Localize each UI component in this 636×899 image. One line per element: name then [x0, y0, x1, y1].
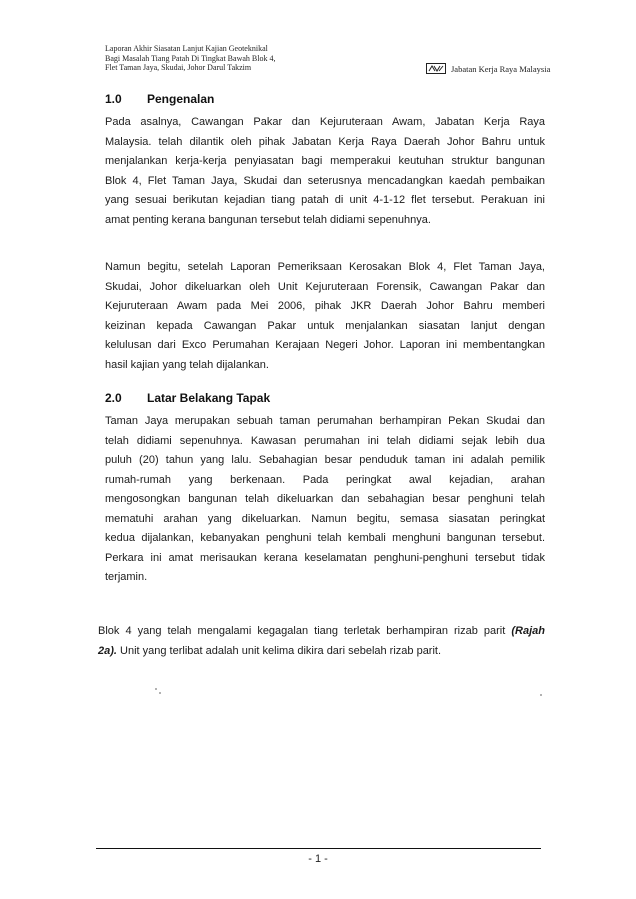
header-line: Laporan Akhir Siasatan Lanjut Kajian Geoteknikal [105, 44, 268, 53]
text-line: puluh (20) tahun yang lalu. Sebahagian besar penduduk taman ini adalah pemilik [105, 454, 545, 466]
section-heading [105, 391, 270, 405]
text-line: kedua dijalankan, kebanyakan penghuni telah kembali menghuni bangunan tersebut. [105, 532, 545, 544]
section-title: Latar Belakang Tapak [147, 391, 271, 405]
text-line: Kejuruteraan Awam pada Mei 2006, pihak JKR Daerah Johor Bahru memberi [105, 300, 545, 312]
organization-name: Jabatan Kerja Raya Malaysia [451, 63, 551, 74]
text-line: hasil kajian yang telah dijalankan. [105, 358, 269, 371]
text-line: Pada asalnya, Cawangan Pakar dan Kejuruteraan Awam, Jabatan Kerja Raya [105, 116, 545, 128]
text-line: kelulusan dari Exco Perumahan Kerajaan Negeri Johor. Laporan ini membentangkan [105, 339, 545, 351]
paragraph [98, 622, 545, 661]
figure-reference: 2a). [98, 644, 117, 657]
header-line: Flet Taman Jaya, Skudai, Johor Darul Takzim [105, 63, 252, 72]
text-line: mengosongkan bangunan telah dikeluarkan dan sebahagian besar penghuni telah [105, 493, 545, 505]
scan-speck [155, 688, 157, 690]
text-line [98, 622, 545, 642]
text-line: rumah-rumah yang berkenaan. Pada peringkat awal kejadian, arahan [105, 473, 545, 486]
text-line: Namun begitu, setelah Laporan Pemeriksaan Kerosakan Blok 4, Flet Taman Jaya, [105, 261, 545, 273]
section-heading [105, 92, 214, 106]
text-line: amat penting kerana bangunan tersebut telah didiami sepenuhnya. [105, 213, 431, 226]
text-line: Skudai, Johor dikeluarkan oleh Unit Kejuruteraan Forensik, Cawangan Pakar dan [105, 280, 545, 293]
section-number: 2.0 [105, 391, 122, 405]
report-header [105, 44, 275, 73]
paragraph [105, 412, 545, 588]
footer-rule [96, 848, 541, 849]
paragraph [105, 113, 545, 230]
section-title: Pengenalan [147, 92, 215, 106]
text-line [98, 642, 545, 662]
text-line: keizinan kepada Cawangan Pakar untuk menjalankan siasatan lanjut dengan [105, 319, 545, 332]
organization-header [426, 63, 550, 74]
text-run: Blok 4 yang telah mengalami kegagalan tiang terletak berhampiran rizab parit [98, 625, 512, 637]
section-number: 1.0 [105, 92, 122, 106]
paragraph [105, 258, 545, 375]
text-line: yang sesuai berikutan kejadian tiang patah di unit 4-1-12 flet tersebut. Perakuan ini [105, 194, 545, 206]
text-line: menjalankan kerja-kerja penyiasatan bagi memperakui keutuhan struktur bangunan [105, 155, 545, 167]
text-line: Taman Jaya merupakan sebuah taman perumahan berhampiran Pekan Skudai dan [105, 415, 545, 427]
text-line: Malaysia. telah dilantik oleh pihak Jabatan Kerja Raya Daerah Johor Bahru untuk [105, 135, 545, 148]
text-line: terjamin. [105, 571, 148, 583]
jkr-logo-icon [426, 63, 446, 74]
scan-speck [159, 692, 161, 694]
text-line: telah didiami sepenuhnya. Kawasan perumahan ini telah didiami sejak lebih dua [105, 434, 545, 447]
scan-speck [540, 694, 542, 696]
text-line: Perkara ini amat merisaukan kerana keselamatan penghuni-penghuni tersebut tidak [105, 551, 545, 564]
figure-reference: (Rajah [511, 625, 545, 637]
text-line: mematuhi arahan yang dikeluarkan. Namun begitu, semasa siasatan peringkat [105, 512, 545, 525]
text-line: Blok 4, Flet Taman Jaya, Skudai dan seterusnya mencadangkan kaedah pembaikan [105, 174, 545, 187]
text-run: Unit yang terlibat adalah unit kelima dikira dari sebelah rizab parit. [116, 644, 442, 657]
header-line: Bagi Masalah Tiang Patah Di Tingkat Bawah Blok 4, [105, 53, 276, 63]
page-number: - 1 - [308, 853, 328, 865]
